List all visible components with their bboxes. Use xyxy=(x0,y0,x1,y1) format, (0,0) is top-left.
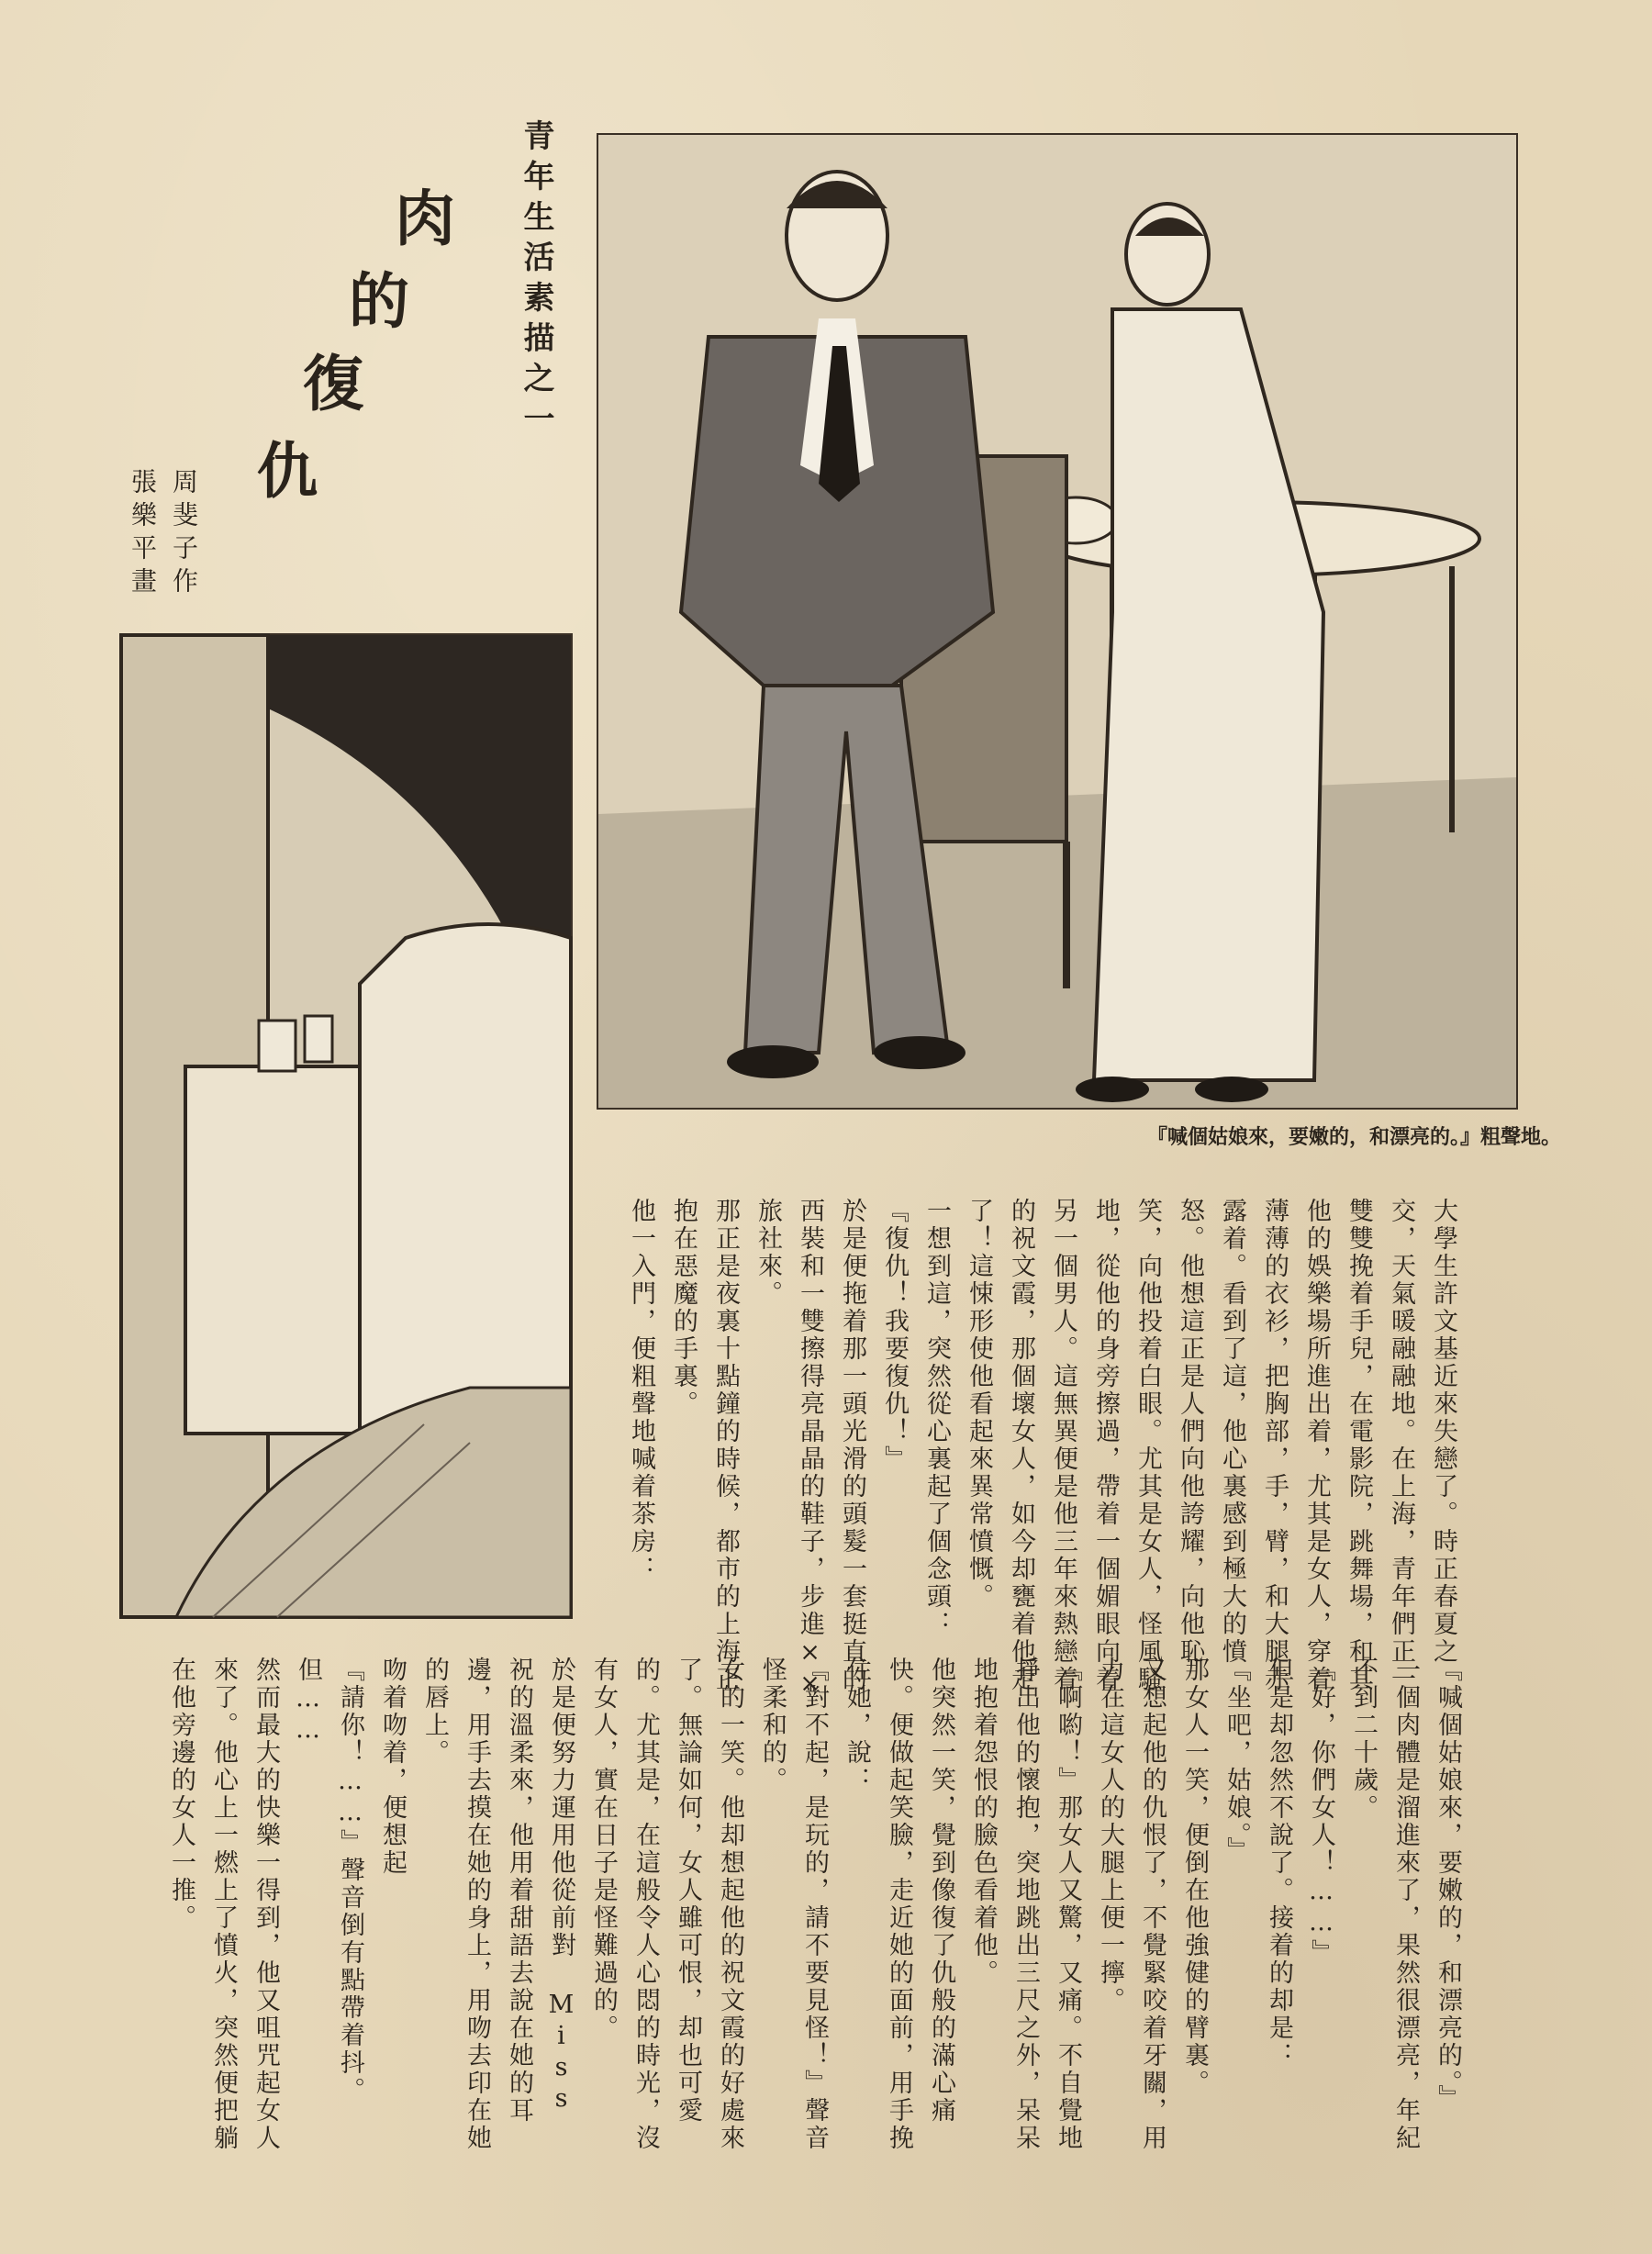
paragraph: 他突然一笑，覺到像復了仇般的滿心痛快。便做起笑臉，走近她的面前，用手挽住她，說： xyxy=(843,1657,955,2152)
paragraph: 他一入門，便粗聲地喊着茶房： xyxy=(627,1198,655,1583)
paragraph: 那正是夜裏十點鐘的時候，都市的上海正抱在惡魔的手裏。 xyxy=(669,1198,740,1693)
paragraph: 『復仇！我要復仇！』 xyxy=(880,1198,909,1473)
illustration-caption: 『喊個姑娘來，要嫩的，和漂亮的。』粗聲地。 xyxy=(1147,1125,1562,1149)
paragraph: 大學生許文基近來失戀了。時正春夏之交，天氣暖融融地。在上海，青年們正一雙雙挽着手兒，在電影院，跳舞場，和其他的娛樂場所進出着，尤其是女人，穿着薄薄的衣衫，把胸部，手，臂，和大腿赤露着。看到了這，他心裏感到極大的憤怒。他想這正是人們向他誇耀，向他恥笑，向他投着白眼。尤其是女人，怪風騷地，從他的身旁擦過，帶着一個媚眼向着另一個男人。這無異便是他三年來熱戀着的祝文霞，那個壞女人，如今却甕着他走了！這悚形使他看起來異常憤慨。 xyxy=(965,1198,1457,1693)
paragraph: 『喊個姑娘來，要嫩的，和漂亮的。』 xyxy=(1434,1657,1462,2113)
paragraph: 然而最大的快樂一得到，他又咀咒起女人來了。他心上一燃上了憤火，突然便把躺在他旁邊的女人一推。 xyxy=(167,1657,280,2152)
paragraph: 『請你！……』聲音倒有點帶着抖。 xyxy=(336,1657,364,2104)
author-credit: 周斐子作 xyxy=(169,468,199,600)
paragraph: 『好，你們女人！……』 xyxy=(1307,1657,1335,1967)
title-char-3: 復 xyxy=(303,348,363,419)
paragraph: 又想起他的仇恨了，不覺緊咬着牙關，用力在這女人的大腿上便一擰。 xyxy=(1096,1657,1166,2152)
paragraph: 但…… xyxy=(294,1657,322,1746)
paragraph: 『對不起，是玩的，請不要見怪！』聲音怪柔和的。 xyxy=(758,1657,829,2152)
paragraph: 『坐吧，姑娘。』 xyxy=(1222,1657,1251,1865)
title-char-2: 的 xyxy=(349,265,409,337)
paragraph: 吻着吻着，便想起 xyxy=(378,1657,407,1877)
two-men-tea-table-illustration xyxy=(598,135,1516,1108)
title-char-1: 肉 xyxy=(395,183,455,254)
lower-text-block xyxy=(101,1657,1468,2170)
paragraph: 那女人一笑，便倒在他強健的臂裏。 xyxy=(1180,1657,1209,2097)
paragraph: 於是便努力運用他從前對 Miss 祝的溫柔來，他用着甜語去說在她的耳邊，用手去摸在她的身上，用吻去印在她的唇上。 xyxy=(420,1657,575,2152)
bedroom-illustration xyxy=(121,635,571,1617)
series-label: 青年生活素描之一 xyxy=(518,119,554,442)
main-illustration xyxy=(597,133,1518,1110)
artist-credit: 張樂平畫 xyxy=(128,468,158,600)
paragraph: 一想到這，突然從心裏起了個念頭： xyxy=(922,1198,951,1638)
paragraph: 於是便拖着那一頭光滑的頭髮一套挺直的西裝和一雙擦得亮晶晶的鞋子，步進××旅社來。 xyxy=(753,1198,866,1701)
paragraph: 女的一笑。他却想起他的祝文霞的好處來了。無論如何，女人雖可恨，却也可愛的。尤其是，在這般令人心悶的時光，沒有女人，實在日子是怪難過的。 xyxy=(589,1657,744,2152)
upper-text-block xyxy=(601,1198,1464,1702)
paragraph: 『啊喲！』那女人又驚，又痛。不自覺地掙出他的懷抱，突地跳出三尺之外，呆呆地抱着怨恨的臉色看着他。 xyxy=(969,1657,1082,2152)
bedroom-illustration-frame xyxy=(119,633,573,1619)
title-char-4: 仇 xyxy=(257,435,318,507)
paragraph: 但是却忽然不說了。接着的却是： xyxy=(1265,1657,1293,2070)
paragraph: 一個肉體是溜進來了，果然很漂亮，年紀不到二十歲。 xyxy=(1349,1657,1420,2152)
